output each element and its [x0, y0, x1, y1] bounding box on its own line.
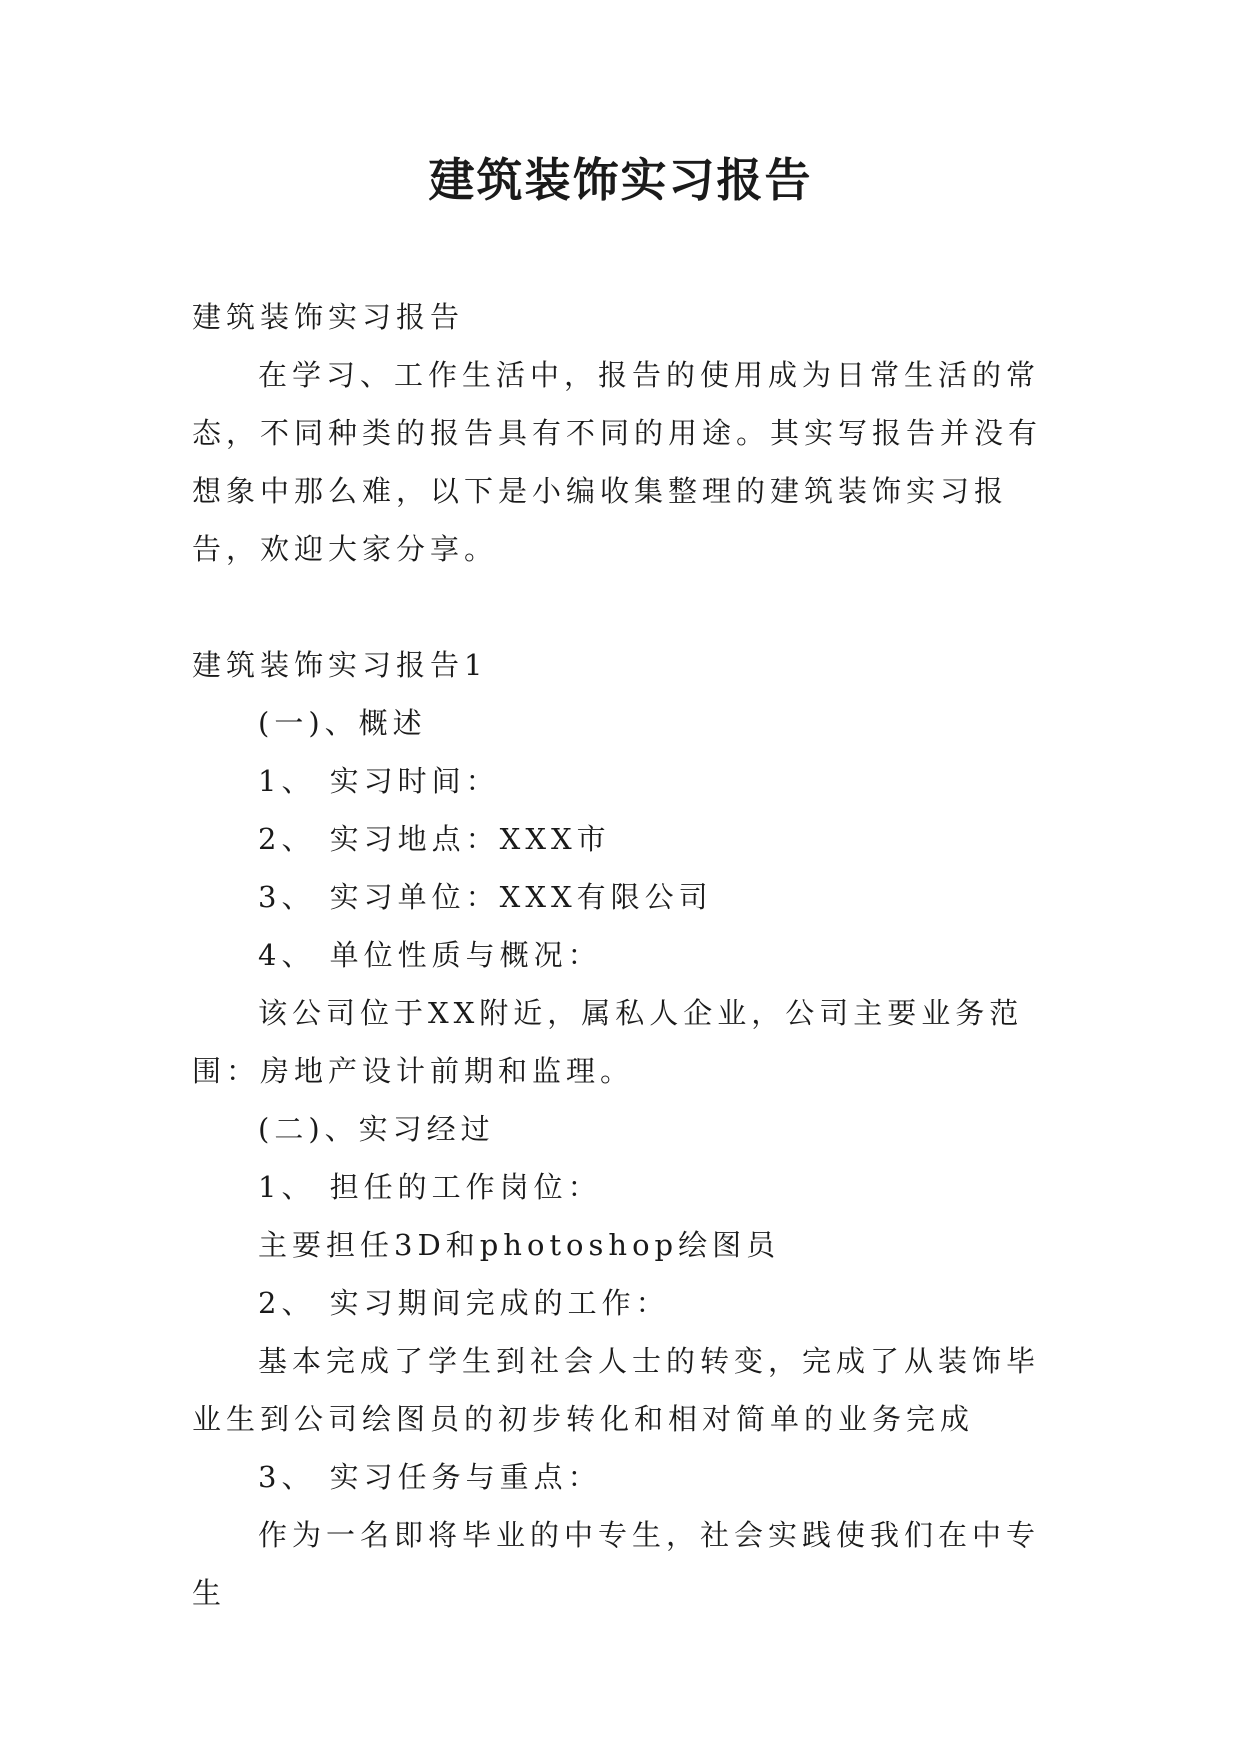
list-item: 4、 单位性质与概况：	[258, 938, 602, 972]
body-paragraph: 基本完成了学生到社会人士的转变，完成了从装饰毕业生到公司绘图员的初步转化和相对简单的业务完成	[192, 1344, 1041, 1436]
section-heading: 建筑装饰实习报告1	[192, 648, 488, 682]
subsection-heading: (一)、概述	[258, 706, 427, 740]
intro-paragraph: 在学习、工作生活中，报告的使用成为日常生活的常态，不同种类的报告具有不同的用途。其实写报告并没有想象中那么难，以下是小编收集整理的建筑装饰实习报告，欢迎大家分享。	[192, 358, 1043, 566]
list-item: 2、 实习地点：XXX市	[258, 822, 611, 856]
subsection-heading: (二)、实习经过	[258, 1112, 495, 1146]
list-item: 3、 实习单位：XXX有限公司	[258, 880, 713, 914]
subtitle-paragraph: 建筑装饰实习报告	[192, 300, 465, 334]
list-item: 1、 担任的工作岗位：	[258, 1170, 602, 1204]
document-title: 建筑装饰实习报告	[428, 153, 813, 207]
list-item: 3、 实习任务与重点：	[258, 1460, 602, 1494]
paragraph-gap	[192, 578, 1072, 636]
document-body	[192, 288, 1072, 1622]
body-paragraph: 作为一名即将毕业的中专生，社会实践使我们在中专生	[192, 1518, 1041, 1610]
list-item: 2、 实习期间完成的工作：	[258, 1286, 670, 1320]
body-paragraph: 主要担任3D和photoshop绘图员	[258, 1228, 781, 1262]
list-item: 1、 实习时间：	[258, 764, 500, 798]
body-paragraph: 该公司位于XX附近，属私人企业，公司主要业务范围：房地产设计前期和监理。	[192, 996, 1024, 1088]
